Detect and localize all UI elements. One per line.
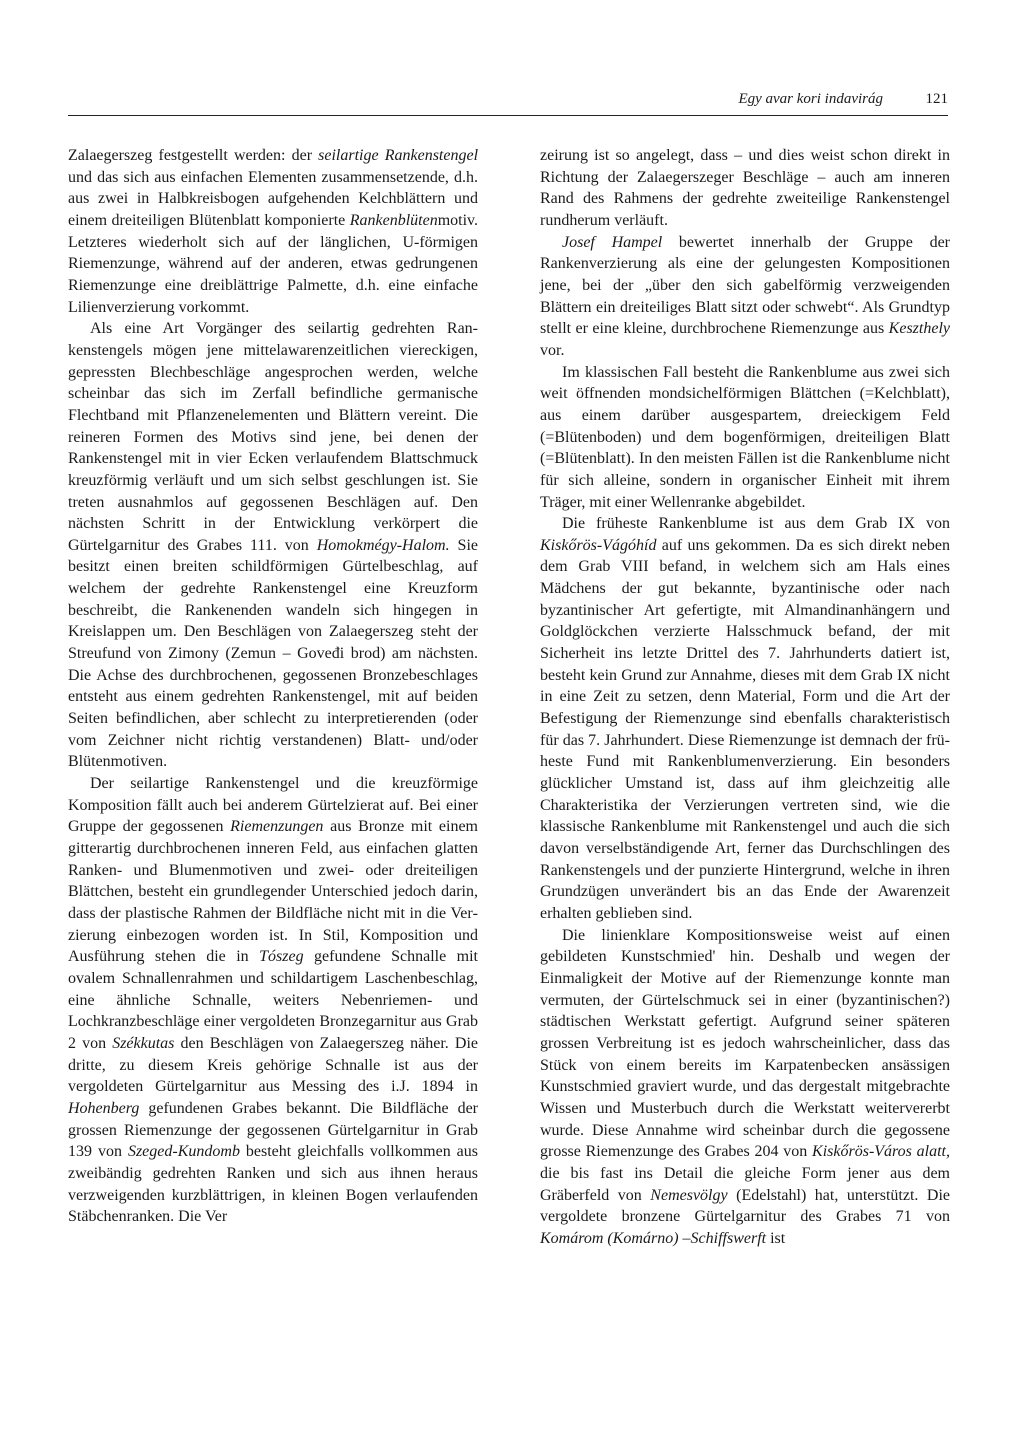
text-run: aus Bronze mit einem gitterartig durchbrochenen inneren Feld, aus einfachen glatten Ranken- und Blumenmotiven und zwei- oder dreiteiligen Blättchen, besteht ein grundlegender Unterschied jedoch darin, dass der plastische Rahmen der Bildfläche nicht mit in die Verzierung einbezogen worden ist. In Stil, Komposition und Ausführung stehen die in [68,818,478,966]
italic-run: Komárom (Komárno) –Schiffswerft [540,1229,767,1247]
text-run: Die linienklare Kompositionsweise weist auf einen gebildeten Kunstschmied' hin. Deshalb und wegen der Einmaligkeit der Motive auf der Riemenzunge konnte man vermuten, der Gürtelschmuck sei in einer (byzantinischen?) städtischen Werkstatt gefertigt. Aufgrund seiner späteren grossen Verbreitung ist es jedoch wahrscheinlicher, dass das Stück von einem bereits im Karpatenbecken ansässigen Kunstschmied graviert wurde, und das dergestalt mitgebrachte Wissen und Musterbuch durch die Werkstatt weitervererbt wurde. Diese Annahme wird scheinbar durch die gegossene grosse Riemenzunge des Grabes 204 von [540,926,950,1161]
italic-run: seilartige Rankenstengel [318,147,479,164]
text-run: zeirung ist so angelegt, dass – und dies weist schon direkt in Richtung der Zalaegerszeger Beschläge – auch am inneren Rand des Rahmens der gedrehte zweiteilige Rankenstengel rundherum verläuft. [540,147,950,229]
text-run: die bis fast ins Detail die gleiche Form jener aus dem Gräberfeld von [540,1164,950,1204]
text-run: den Beschlägen von Zalaegerszeg näher. Die dritte, zu diesem Kreis gehörige Schnalle ist aus der vergoldeten Gürtelgarnitur aus Messing des i.J. 1894 in [68,1034,478,1096]
text-run: Die früheste Rankenblume ist aus dem Grab IX von [562,515,950,533]
paragraph [68,773,478,1228]
text-run: Der seilartige Rankenstengel und die kreuzförmige Komposition fällt auch bei anderem Gürtelzierat auf. Bei einer Gruppe der gegossenen [68,775,478,836]
paragraph [540,925,950,1250]
text-run: bewertet innerhalb der Gruppe der Rankenverzierung als eine der gelungesten Kompositionen jene, bei der „über den sich gabelförmig verzweigenden Blättern ein dreiteiliges Blatt sitzt oder schwebt“. Als Grundtyp stellt er eine kleine, durchbrochene Riemenzunge aus [540,233,950,338]
italic-run: Hohenberg [68,1099,140,1117]
italic-run: Tószeg [259,948,304,966]
left-column [68,145,478,1228]
text-run: vor. [540,341,565,359]
text-run: motiv. Letzteres wiederholt sich auf der länglichen, U-förmigen Riemenzunge, während auf der anderen, etwas gedrungenen Riemenzunge eine dreiblättrige Palmette, d.h. eine einfache Lilienverzierung vorkommt. [68,211,478,316]
italic-run: Kiskőrös-Város alatt, [812,1143,950,1161]
text-run: gefundene Schnalle mit ovalem Schnallenrahmen und schildartigem Laschenbeschlag, eine ähnliche Schnalle, weiters Nebenriemen- und Lochkranzbeschläge einer vergoldeten Bronzegarnitur aus Grab 2 von [68,948,478,1052]
paragraph [540,362,950,514]
text-run: Zalaegerszeg festgestellt werden: der [68,147,319,164]
italic-run: Riemenzungen [230,818,324,836]
text-run: gefundenen Grabes bekannt. Die Bildfläche der grossen Riemenzunge der gegossenen Gürtelgarnitur in Grab 139 von [68,1099,478,1161]
italic-run: Székkutas [112,1034,175,1052]
text-run: Als eine Art Vorgänger des seilartig gedrehten Rankenstengels mögen jene mittelawarenzeitlichen viereckigen, gepressten Blechbeschläge angesprochen werden, welche scheinbar das sich im Zerfall befindliche germanische Flechtband mit Pflanzenelementen und Blättern vereint. Die reineren Formen des Motivs sind jene, bei denen der Rankenstengel mit in vier Ecken verlaufendem Blattschmuck kreuzförmig verläuft und um sich selbst geschlungen ist. Sie treten ausnahmlos auf gegossenen Beschlägen auf. Den nächsten Schritt in der Entwicklung verkörpert die Gürtelgarnitur des Grabes 111. von [68,320,478,554]
italic-run: Szeged-Kundomb [127,1143,240,1161]
italic-run: Rankenblüten [349,211,438,229]
text-run: (Edelstahl) hat, unterstützt. Die vergoldete bronzene Gürtelgarnitur des Grabes 71 von [540,1186,950,1226]
text-run: Im klassischen Fall besteht die Rankenblume aus zwei sich weit öffnenden mondsichelförmigen Blättchen (=Kelchblatt), aus einem darüber ausgespartem, dreieckigem Feld (=Blütenboden) und dem bogenförmigen, dreiteiligen Blatt (=Blütenblatt). In den meisten Fällen ist die Rankenblume nicht für sich alleine, sondern in organischer Einheit mit ihrem Träger, mit einer Wellenranke abgebildet. [540,363,950,511]
text-run: Sie besitzt einen breiten schildförmigen Gürtelbeschlag, auf welchem der gedrehte Rankenstengel eine Kreuzform beschreibt, die Rankenenden wandeln sich hingegen in Kreislappen um. Den Beschlägen von Zalaegerszeg steht der Streufund von Zimony (Zemun – Goveđi brod) am nächsten. Die Achse des durchbrochenen, gegossenen Bronzebeschlages entsteht aus einem gedrehten Rankenstengel, mit auf beiden Seiten befindlichen, aber schlecht zu interpretierenden (oder vom Zeichner nicht richtig verstandenen) Blatt- und/oder Blütenmotiven. [68,536,478,771]
text-run: auf uns gekommen. Da es sich direkt neben dem Grab VIII befand, in welchem sich am Hals eines Mädchens der gut bekannte, byzantinische oder nach byzantinischer Art gefertigte, mit Almandinanhängern und Goldglöckchen verzierte Halsschmuck befand, der mit Sicherheit ins letzte Drittel des 7. Jahrhunderts datiert ist, besteht kein Grund zur Annahme, dieses mit dem Grab IX nicht in eine Zeit zu setzen, denn Material, Form und die Art der Befestigung der Riemenzunge sind ebenfalls charakteristisch für das 7. Jahrhundert. Diese Riemenzunge ist demnach der früheste Fund mit Rankenblumenverzierung. Ein besonders glücklicher Umstand ist, dass auf ihm gleichzeitig alle Charakteristika der Verzierungen vertreten sind, wie die klassische Rankenblume mit Rankenstengel und auch die sich davon verselbständigende Art, ferner das Durchschlingen des Rankenstengels und der punzierte Hintergrund, welche in ihren Grundzügen unverändert bis an das Ende der Awarenzeit erhalten geblieben sind. [540,536,950,922]
running-title: Egy avar kori indavirág [738,91,883,107]
italic-run: Nemesvölgy [650,1186,728,1204]
italic-run: Kiskőrös-Vágóhíd [540,536,657,554]
italic-run: Keszthely [888,320,950,338]
paragraph [540,513,950,924]
italic-run: Josef Hampel [562,233,663,251]
page-number: 121 [925,91,948,107]
text-run: ist [766,1229,786,1247]
running-header [68,91,948,116]
paragraph [68,145,478,318]
right-column [540,145,950,1249]
text-run: und das sich aus einfachen Elementen zusammensetzende, d.h. aus zwei in Halbkreisbogen aufgehenden Kelchblättern und einem dreiteiligen Blütenblatt komponierte [68,168,478,229]
paragraph [68,318,478,773]
italic-run: Homokmégy-Halom. [316,536,450,554]
paragraph [540,232,950,362]
text-run: besteht gleichfalls vollkommen aus zweibändig gedrehten Ranken und sich aus ihnen heraus verzweigenden kurzblättrigen, in kleinen Bogen verlaufenden Stäbchenranken. Die Ver [68,1143,479,1226]
paragraph [540,145,950,232]
